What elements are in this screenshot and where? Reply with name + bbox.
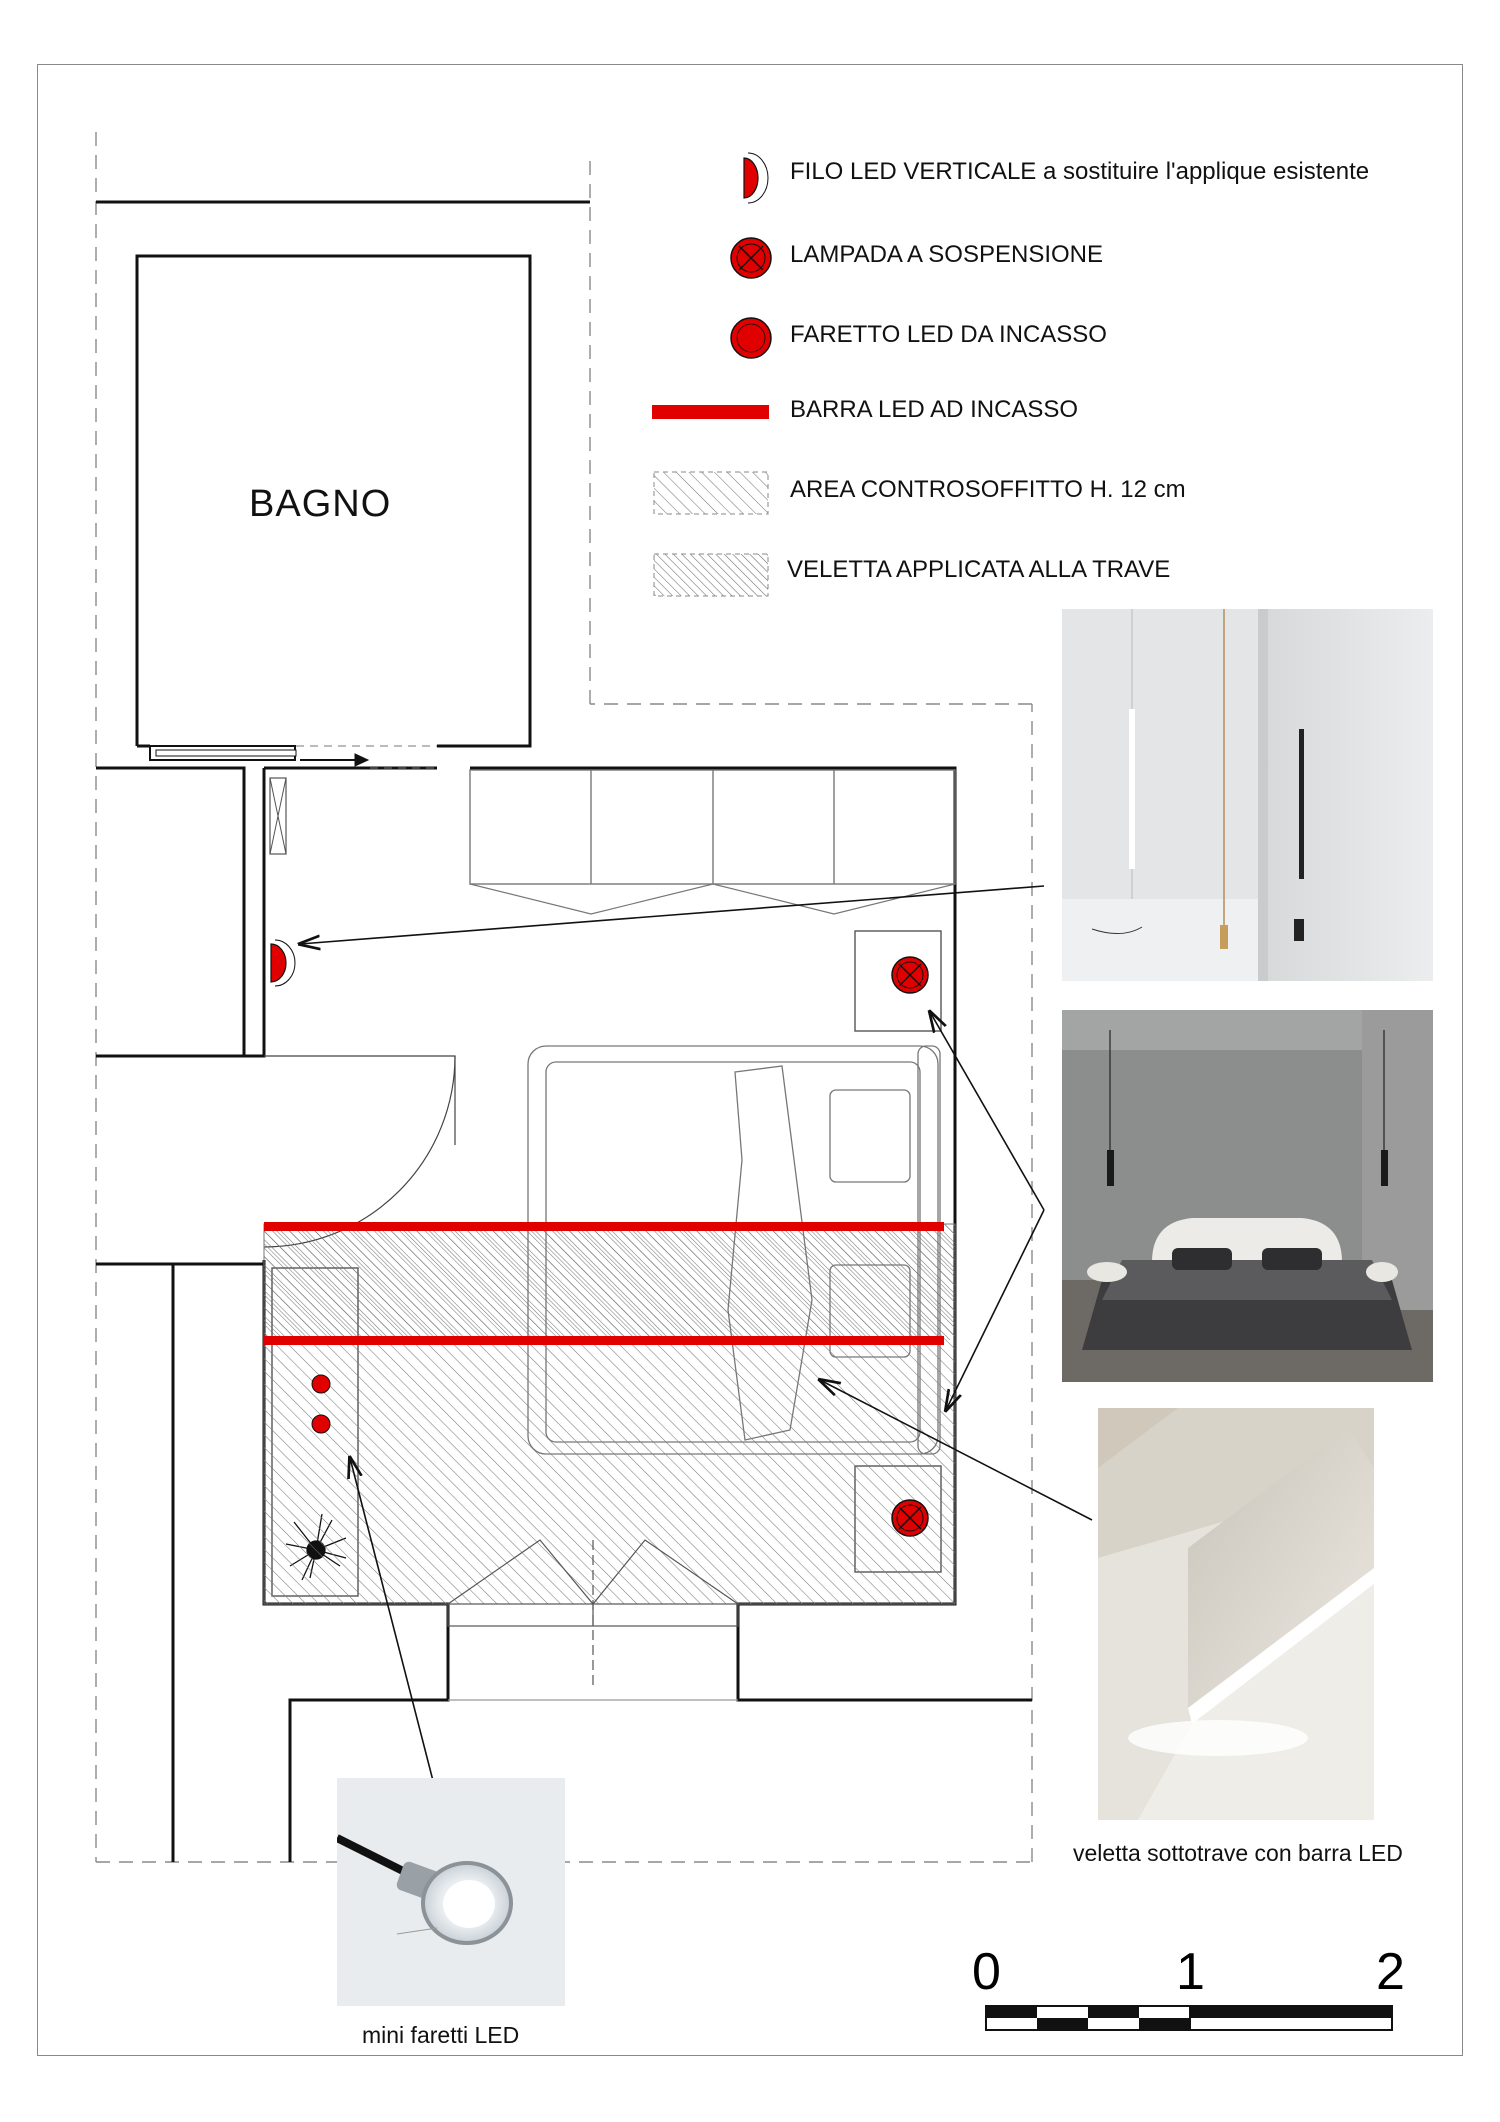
photo-bedroom bbox=[1062, 1010, 1433, 1382]
legend-symbol-hatch-dense bbox=[654, 554, 768, 596]
led-bar-upper bbox=[264, 1222, 944, 1231]
legend-label-filo-led: FILO LED VERTICALE a sostituire l'applique esistente bbox=[790, 158, 1370, 185]
walls bbox=[96, 202, 1032, 1862]
legend-symbol-red-bar bbox=[652, 405, 769, 419]
recessed-spot-icon-1 bbox=[312, 1375, 330, 1393]
legend-symbol-hatch-light bbox=[654, 472, 768, 514]
photo-vertical-led bbox=[1062, 609, 1433, 981]
legend-label-controsoffitto: AREA CONTROSOFFITTO H. 12 cm bbox=[790, 476, 1186, 503]
legend-symbol-cross-circle-icon bbox=[731, 238, 771, 278]
photo-mini-spot bbox=[337, 1778, 565, 2006]
pendant-lamp-icon-bottom bbox=[892, 1500, 928, 1536]
caption-beam-photo: veletta sottotrave con barra LED bbox=[1073, 1840, 1403, 1866]
legend-label-faretto: FARETTO LED DA INCASSO bbox=[790, 321, 1107, 348]
pendant-lamp-icon-top bbox=[892, 957, 928, 993]
led-bar-lower bbox=[264, 1336, 944, 1345]
scale-bar bbox=[986, 2006, 1392, 2030]
veletta-area bbox=[264, 1224, 955, 1340]
legend-symbol-solid-circle-icon bbox=[731, 318, 771, 358]
scale-label-0: 0 bbox=[972, 1943, 1001, 2001]
wardrobe bbox=[470, 770, 955, 914]
bagno-door bbox=[150, 746, 437, 768]
legend-label-lampada: LAMPADA A SOSPENSIONE bbox=[790, 241, 1104, 268]
door-swing-left bbox=[264, 1056, 455, 1247]
legend-label-veletta: VELETTA APPLICATA ALLA TRAVE bbox=[787, 556, 1171, 583]
room-label-bagno: BAGNO bbox=[249, 483, 392, 525]
scale-label-1: 1 bbox=[1176, 1943, 1205, 2001]
legend-symbol-half-circle-icon bbox=[744, 153, 768, 203]
caption-spot-photo: mini faretti LED bbox=[362, 2022, 520, 2048]
photo-beam-led bbox=[1098, 1408, 1374, 1820]
scale-label-2: 2 bbox=[1376, 1943, 1405, 2001]
legend-label-barra-led: BARRA LED AD INCASSO bbox=[790, 396, 1079, 423]
filo-led-half-circle-icon bbox=[271, 940, 295, 986]
recessed-spot-icon-2 bbox=[312, 1415, 330, 1433]
